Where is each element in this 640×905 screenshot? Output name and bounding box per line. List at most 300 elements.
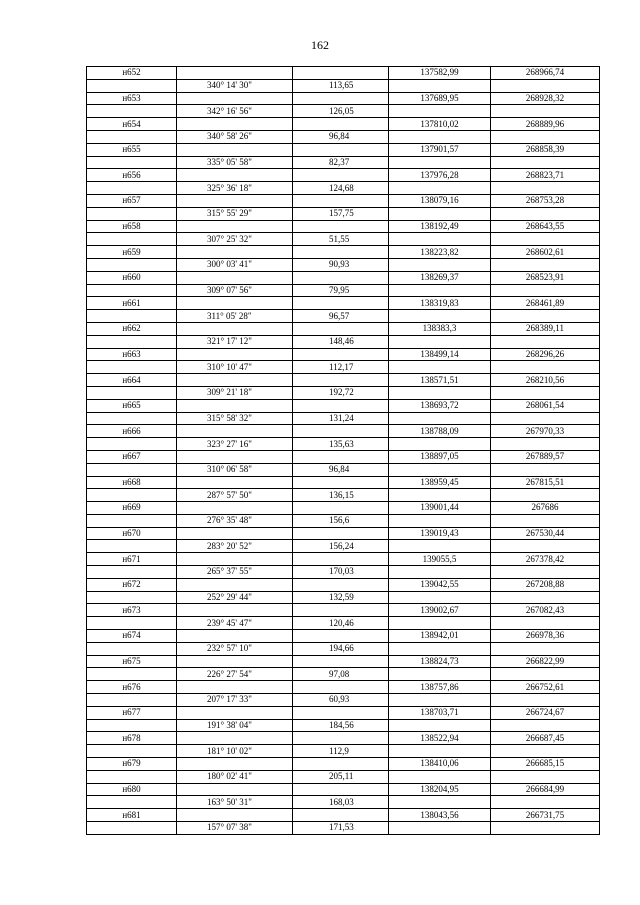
y-coordinate-cell xyxy=(491,630,600,643)
x-coordinate-cell xyxy=(389,105,491,118)
angle-cell xyxy=(177,732,293,745)
point-name-cell xyxy=(87,233,177,246)
point-name-text: н652 xyxy=(122,67,141,78)
point-name-cell xyxy=(87,566,177,579)
point-name-cell xyxy=(87,361,177,374)
point-row xyxy=(87,271,600,284)
x-coordinate-text: 139019,43 xyxy=(420,528,459,539)
point-name-cell xyxy=(87,258,177,271)
x-coordinate-cell xyxy=(389,169,491,182)
x-coordinate-cell xyxy=(389,92,491,105)
point-name-cell xyxy=(87,694,177,707)
distance-text: 132,59 xyxy=(329,592,354,603)
point-row xyxy=(87,143,600,156)
angle-text: 265° 37' 55" xyxy=(207,566,252,577)
y-coordinate-text: 267378,42 xyxy=(525,553,565,564)
angle-cell xyxy=(177,463,293,476)
distance-cell xyxy=(293,719,389,732)
point-name-cell xyxy=(87,630,177,643)
point-row xyxy=(87,297,600,310)
angle-text: 335° 05' 58" xyxy=(207,156,252,167)
distance-cell xyxy=(293,822,389,835)
distance-cell xyxy=(293,463,389,476)
point-name-cell xyxy=(87,374,177,387)
y-coordinate-text: 268928,32 xyxy=(525,92,565,103)
distance-cell xyxy=(293,233,389,246)
y-coordinate-cell xyxy=(491,578,600,591)
distance-cell xyxy=(293,258,389,271)
point-name-text: н655 xyxy=(122,144,141,155)
angle-cell xyxy=(177,310,293,323)
angle-cell xyxy=(177,719,293,732)
point-name-cell xyxy=(87,182,177,195)
x-coordinate-cell xyxy=(389,194,491,207)
point-name-cell xyxy=(87,67,177,80)
y-coordinate-cell xyxy=(491,604,600,617)
point-row xyxy=(87,706,600,719)
y-coordinate-cell xyxy=(491,310,600,323)
segment-row xyxy=(87,284,600,297)
y-coordinate-cell xyxy=(491,143,600,156)
x-coordinate-text: 137689,95 xyxy=(420,92,459,103)
segment-row xyxy=(87,719,600,732)
angle-text: 307° 25' 32" xyxy=(207,233,252,244)
angle-cell xyxy=(177,335,293,348)
angle-text: 315° 58' 32" xyxy=(207,412,252,423)
distance-cell xyxy=(293,386,389,399)
x-coordinate-cell xyxy=(389,681,491,694)
distance-cell xyxy=(293,169,389,182)
y-coordinate-cell xyxy=(491,783,600,796)
point-name-text: н669 xyxy=(122,502,141,513)
point-name-cell xyxy=(87,92,177,105)
y-coordinate-text: 268858,39 xyxy=(525,144,565,155)
angle-cell xyxy=(177,361,293,374)
angle-cell xyxy=(177,169,293,182)
distance-cell xyxy=(293,591,389,604)
x-coordinate-cell xyxy=(389,310,491,323)
distance-cell xyxy=(293,630,389,643)
y-coordinate-text: 266752,61 xyxy=(525,681,565,692)
point-name-cell xyxy=(87,745,177,758)
point-row xyxy=(87,92,600,105)
x-coordinate-cell xyxy=(389,732,491,745)
point-name-cell xyxy=(87,463,177,476)
y-coordinate-cell xyxy=(491,220,600,233)
angle-cell xyxy=(177,514,293,527)
angle-cell xyxy=(177,297,293,310)
distance-cell xyxy=(293,322,389,335)
y-coordinate-cell xyxy=(491,425,600,438)
x-coordinate-cell xyxy=(389,233,491,246)
angle-text: 191° 38' 04" xyxy=(207,720,252,731)
distance-text: 171,53 xyxy=(329,822,354,833)
distance-cell xyxy=(293,207,389,220)
x-coordinate-cell xyxy=(389,642,491,655)
angle-text: 323° 27' 16" xyxy=(207,438,252,449)
x-coordinate-cell xyxy=(389,809,491,822)
y-coordinate-cell xyxy=(491,156,600,169)
point-name-text: н673 xyxy=(122,604,141,615)
x-coordinate-cell xyxy=(389,630,491,643)
point-name-cell xyxy=(87,770,177,783)
point-row xyxy=(87,630,600,643)
angle-cell xyxy=(177,79,293,92)
y-coordinate-cell xyxy=(491,681,600,694)
distance-text: 96,84 xyxy=(329,464,350,475)
distance-text: 126,05 xyxy=(329,105,354,116)
point-row xyxy=(87,169,600,182)
angle-text: 340° 14' 30" xyxy=(207,80,252,91)
x-coordinate-cell xyxy=(389,284,491,297)
angle-cell xyxy=(177,745,293,758)
point-name-cell xyxy=(87,118,177,131)
point-name-cell xyxy=(87,169,177,182)
point-name-cell xyxy=(87,246,177,259)
segment-row xyxy=(87,540,600,553)
y-coordinate-text: 266724,67 xyxy=(525,707,565,718)
x-coordinate-cell xyxy=(389,489,491,502)
point-name-cell xyxy=(87,412,177,425)
angle-cell xyxy=(177,284,293,297)
point-name-cell xyxy=(87,502,177,515)
distance-cell xyxy=(293,412,389,425)
distance-text: 82,37 xyxy=(329,156,350,167)
point-name-cell xyxy=(87,348,177,361)
y-coordinate-cell xyxy=(491,348,600,361)
segment-row xyxy=(87,694,600,707)
point-name-cell xyxy=(87,732,177,745)
x-coordinate-cell xyxy=(389,220,491,233)
distance-text: 90,93 xyxy=(329,259,350,270)
y-coordinate-cell xyxy=(491,284,600,297)
distance-cell xyxy=(293,220,389,233)
point-name-text: н679 xyxy=(122,758,141,769)
y-coordinate-text: 268753,28 xyxy=(525,195,565,206)
angle-cell xyxy=(177,770,293,783)
y-coordinate-text: 266687,45 xyxy=(525,732,565,743)
angle-cell xyxy=(177,655,293,668)
distance-cell xyxy=(293,476,389,489)
distance-text: 51,55 xyxy=(329,233,350,244)
point-name-text: н665 xyxy=(122,400,141,411)
angle-cell xyxy=(177,540,293,553)
angle-cell xyxy=(177,681,293,694)
point-row xyxy=(87,450,600,463)
segment-row xyxy=(87,335,600,348)
angle-cell xyxy=(177,822,293,835)
page-number: 162 xyxy=(311,38,329,52)
distance-text: 120,46 xyxy=(329,617,354,628)
angle-text: 283° 20' 52" xyxy=(207,540,252,551)
segment-row xyxy=(87,770,600,783)
point-row xyxy=(87,732,600,745)
point-row xyxy=(87,118,600,131)
segment-row xyxy=(87,796,600,809)
x-coordinate-cell xyxy=(389,514,491,527)
point-name-text: н654 xyxy=(122,118,141,129)
segment-row xyxy=(87,566,600,579)
distance-text: 60,93 xyxy=(329,694,350,705)
point-name-cell xyxy=(87,540,177,553)
angle-cell xyxy=(177,502,293,515)
distance-cell xyxy=(293,502,389,515)
angle-text: 310° 06' 58" xyxy=(207,464,252,475)
x-coordinate-cell xyxy=(389,694,491,707)
y-coordinate-cell xyxy=(491,182,600,195)
y-coordinate-text: 266978,36 xyxy=(525,630,565,641)
y-coordinate-cell xyxy=(491,438,600,451)
point-name-cell xyxy=(87,399,177,412)
segment-row xyxy=(87,361,600,374)
segment-row xyxy=(87,514,600,527)
y-coordinate-text: 268889,96 xyxy=(525,118,565,129)
x-coordinate-text: 138571,51 xyxy=(420,374,459,385)
angle-cell xyxy=(177,207,293,220)
segment-row xyxy=(87,617,600,630)
segment-row xyxy=(87,745,600,758)
distance-cell xyxy=(293,578,389,591)
angle-text: 180° 02' 41" xyxy=(207,771,252,782)
point-row xyxy=(87,322,600,335)
x-coordinate-text: 138079,16 xyxy=(420,195,459,206)
y-coordinate-text: 268643,55 xyxy=(525,220,565,231)
angle-cell xyxy=(177,271,293,284)
point-name-text: н677 xyxy=(122,707,141,718)
distance-text: 184,56 xyxy=(329,720,354,731)
x-coordinate-cell xyxy=(389,668,491,681)
y-coordinate-text: 268602,61 xyxy=(525,246,565,257)
point-name-cell xyxy=(87,822,177,835)
point-name-text: н657 xyxy=(122,195,141,206)
y-coordinate-cell xyxy=(491,796,600,809)
point-row xyxy=(87,604,600,617)
angle-text: 163° 50' 31" xyxy=(207,796,252,807)
distance-text: 148,46 xyxy=(329,336,354,347)
y-coordinate-cell xyxy=(491,617,600,630)
point-name-cell xyxy=(87,642,177,655)
segment-row xyxy=(87,79,600,92)
angle-cell xyxy=(177,143,293,156)
y-coordinate-cell xyxy=(491,118,600,131)
y-coordinate-cell xyxy=(491,412,600,425)
point-name-cell xyxy=(87,719,177,732)
point-name-text: н676 xyxy=(122,681,141,692)
x-coordinate-cell xyxy=(389,706,491,719)
y-coordinate-cell xyxy=(491,694,600,707)
angle-text: 321° 17' 12" xyxy=(207,336,252,347)
point-name-cell xyxy=(87,386,177,399)
y-coordinate-text: 268461,89 xyxy=(525,297,565,308)
point-name-cell xyxy=(87,591,177,604)
distance-cell xyxy=(293,745,389,758)
angle-cell xyxy=(177,630,293,643)
y-coordinate-cell xyxy=(491,476,600,489)
y-coordinate-cell xyxy=(491,207,600,220)
angle-text: 287° 57' 50" xyxy=(207,489,252,500)
point-row xyxy=(87,374,600,387)
y-coordinate-cell xyxy=(491,463,600,476)
point-name-cell xyxy=(87,438,177,451)
y-coordinate-cell xyxy=(491,527,600,540)
y-coordinate-cell xyxy=(491,668,600,681)
point-name-text: н672 xyxy=(122,579,141,590)
x-coordinate-cell xyxy=(389,617,491,630)
x-coordinate-cell xyxy=(389,425,491,438)
x-coordinate-cell xyxy=(389,438,491,451)
x-coordinate-cell xyxy=(389,553,491,566)
y-coordinate-cell xyxy=(491,642,600,655)
distance-cell xyxy=(293,348,389,361)
distance-cell xyxy=(293,335,389,348)
angle-text: 311° 05' 28" xyxy=(207,310,252,321)
x-coordinate-cell xyxy=(389,271,491,284)
angle-cell xyxy=(177,796,293,809)
angle-cell xyxy=(177,105,293,118)
x-coordinate-cell xyxy=(389,655,491,668)
y-coordinate-cell xyxy=(491,566,600,579)
angle-cell xyxy=(177,374,293,387)
point-name-cell xyxy=(87,578,177,591)
point-row xyxy=(87,220,600,233)
segment-row xyxy=(87,386,600,399)
x-coordinate-cell xyxy=(389,476,491,489)
angle-cell xyxy=(177,438,293,451)
segment-row xyxy=(87,412,600,425)
y-coordinate-cell xyxy=(491,745,600,758)
x-coordinate-text: 137901,57 xyxy=(420,144,459,155)
point-name-cell xyxy=(87,79,177,92)
angle-text: 157° 07' 38" xyxy=(207,822,252,833)
x-coordinate-cell xyxy=(389,258,491,271)
point-row xyxy=(87,399,600,412)
point-row xyxy=(87,655,600,668)
point-name-cell xyxy=(87,796,177,809)
point-row xyxy=(87,758,600,771)
x-coordinate-cell xyxy=(389,463,491,476)
y-coordinate-cell xyxy=(491,246,600,259)
point-name-cell xyxy=(87,284,177,297)
angle-text: 276° 35' 48" xyxy=(207,515,252,526)
segment-row xyxy=(87,156,600,169)
y-coordinate-cell xyxy=(491,258,600,271)
y-coordinate-cell xyxy=(491,335,600,348)
angle-cell xyxy=(177,412,293,425)
distance-cell xyxy=(293,438,389,451)
x-coordinate-cell xyxy=(389,527,491,540)
y-coordinate-cell xyxy=(491,399,600,412)
point-name-text: н663 xyxy=(122,348,141,359)
x-coordinate-text: 138499,14 xyxy=(420,348,459,359)
y-coordinate-cell xyxy=(491,322,600,335)
y-coordinate-cell xyxy=(491,655,600,668)
segment-row xyxy=(87,105,600,118)
x-coordinate-text: 138959,45 xyxy=(420,476,459,487)
y-coordinate-text: 268523,91 xyxy=(525,272,565,283)
point-name-text: н670 xyxy=(122,528,141,539)
angle-cell xyxy=(177,399,293,412)
angle-cell xyxy=(177,156,293,169)
x-coordinate-cell xyxy=(389,361,491,374)
distance-text: 156,6 xyxy=(329,515,350,526)
x-coordinate-cell xyxy=(389,591,491,604)
point-name-cell xyxy=(87,130,177,143)
point-row xyxy=(87,194,600,207)
distance-cell xyxy=(293,297,389,310)
x-coordinate-text: 138897,05 xyxy=(420,451,459,462)
y-coordinate-cell xyxy=(491,591,600,604)
angle-cell xyxy=(177,758,293,771)
distance-cell xyxy=(293,604,389,617)
x-coordinate-text: 138204,95 xyxy=(420,784,459,795)
y-coordinate-cell xyxy=(491,169,600,182)
distance-cell xyxy=(293,182,389,195)
point-name-text: н667 xyxy=(122,451,141,462)
y-coordinate-text: 268389,11 xyxy=(526,323,564,334)
y-coordinate-text: 267815,51 xyxy=(525,476,565,487)
angle-text: 309° 21' 18" xyxy=(207,387,252,398)
coordinates-table-body xyxy=(87,67,600,835)
point-name-cell xyxy=(87,783,177,796)
y-coordinate-text: 268823,71 xyxy=(525,169,565,180)
angle-cell xyxy=(177,425,293,438)
point-name-cell xyxy=(87,310,177,323)
point-name-cell xyxy=(87,655,177,668)
x-coordinate-text: 138703,71 xyxy=(420,707,459,718)
point-name-cell xyxy=(87,143,177,156)
y-coordinate-text: 267970,33 xyxy=(525,425,565,436)
distance-text: 97,08 xyxy=(329,668,350,679)
x-coordinate-text: 138522,94 xyxy=(420,732,459,743)
y-coordinate-cell xyxy=(491,386,600,399)
distance-cell xyxy=(293,694,389,707)
x-coordinate-cell xyxy=(389,182,491,195)
point-row xyxy=(87,681,600,694)
point-name-cell xyxy=(87,271,177,284)
x-coordinate-cell xyxy=(389,502,491,515)
distance-cell xyxy=(293,706,389,719)
angle-text: 325° 36' 18" xyxy=(207,182,252,193)
point-name-text: н659 xyxy=(122,246,141,257)
angle-text: 207° 17' 33" xyxy=(207,694,252,705)
point-name-cell xyxy=(87,758,177,771)
distance-cell xyxy=(293,681,389,694)
segment-row xyxy=(87,591,600,604)
y-coordinate-text: 267889,57 xyxy=(525,451,565,462)
x-coordinate-cell xyxy=(389,156,491,169)
distance-cell xyxy=(293,67,389,80)
angle-cell xyxy=(177,246,293,259)
distance-cell xyxy=(293,194,389,207)
angle-cell xyxy=(177,566,293,579)
distance-text: 112,9 xyxy=(329,745,349,756)
point-row xyxy=(87,783,600,796)
segment-row xyxy=(87,258,600,271)
y-coordinate-text: 267530,44 xyxy=(525,528,565,539)
x-coordinate-text: 137810,02 xyxy=(420,118,459,129)
point-name-text: н680 xyxy=(122,784,141,795)
angle-text: 310° 10' 47" xyxy=(207,361,252,372)
distance-cell xyxy=(293,617,389,630)
angle-cell xyxy=(177,476,293,489)
x-coordinate-text: 138223,82 xyxy=(420,246,459,257)
point-row xyxy=(87,67,600,80)
y-coordinate-text: 268210,56 xyxy=(525,374,565,385)
angle-text: 300° 03' 41" xyxy=(207,259,252,270)
x-coordinate-cell xyxy=(389,770,491,783)
x-coordinate-text: 138942,01 xyxy=(420,630,459,641)
segment-row xyxy=(87,233,600,246)
